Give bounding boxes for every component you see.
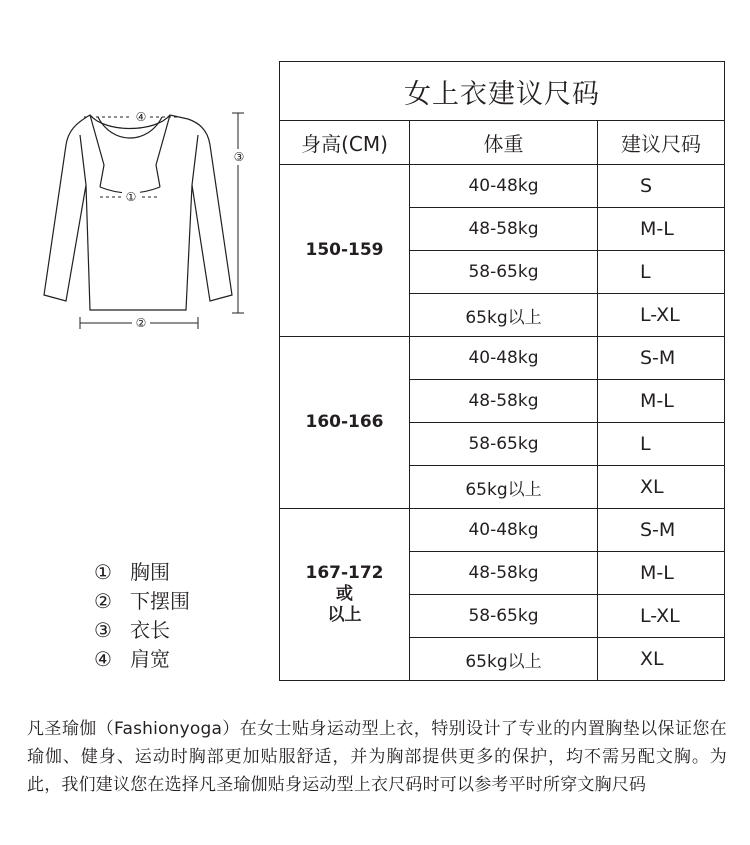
size-cell: XL <box>598 466 725 509</box>
measurement-legend <box>90 558 190 674</box>
legend-number: ③ <box>94 618 112 642</box>
legend-label: 胸围 <box>130 560 170 584</box>
marker-bust: ① <box>125 190 137 204</box>
size-cell: L-XL <box>598 294 725 337</box>
garment-diagram <box>20 105 260 345</box>
table-row <box>280 165 725 208</box>
legend-label: 衣长 <box>130 618 170 642</box>
marker-hem: ② <box>135 316 147 330</box>
weight-cell: 65kg以上 <box>410 466 598 509</box>
header-height: 身高(CM) <box>280 121 410 165</box>
legend-item <box>90 558 190 587</box>
size-cell: S-M <box>598 337 725 380</box>
table-title: 女上衣建议尺码 <box>280 62 725 121</box>
weight-cell: 40-48kg <box>410 337 598 380</box>
size-cell: L <box>598 423 725 466</box>
table-row <box>280 337 725 380</box>
weight-cell: 48-58kg <box>410 208 598 251</box>
weight-cell: 58-65kg <box>410 251 598 294</box>
height-range: 160-166 <box>280 337 410 509</box>
size-cell: XL <box>598 638 725 681</box>
size-cell: L-XL <box>598 595 725 638</box>
height-range: 150-159 <box>280 165 410 337</box>
header-size: 建议尺码 <box>598 121 725 165</box>
weight-cell: 48-58kg <box>410 552 598 595</box>
legend-label: 肩宽 <box>130 647 170 671</box>
legend-number: ① <box>94 560 112 584</box>
size-note: 凡圣瑜伽（Fashionyoga）在女士贴身运动型上衣，特别设计了专业的内置胸垫以保证您在瑜伽、健身、运动时胸部更加贴服舒适，并为胸部提供更多的保护，均不需另配文胸。为此，我们建议您在选择凡圣瑜伽贴身运动型上衣尺码时可以参考平时所穿文胸尺码 <box>27 719 727 795</box>
weight-cell: 40-48kg <box>410 165 598 208</box>
weight-cell: 65kg以上 <box>410 638 598 681</box>
legend-item <box>90 645 190 674</box>
size-cell: S-M <box>598 509 725 552</box>
legend-number: ④ <box>94 647 112 671</box>
legend-item <box>90 587 190 616</box>
legend-item <box>90 616 190 645</box>
weight-cell: 48-58kg <box>410 380 598 423</box>
marker-shoulder: ④ <box>135 110 147 124</box>
size-cell: S <box>598 165 725 208</box>
size-cell: L <box>598 251 725 294</box>
shirt-outline <box>44 115 232 310</box>
marker-length: ③ <box>233 150 245 164</box>
size-cell: M-L <box>598 552 725 595</box>
size-table <box>279 61 725 681</box>
legend-label: 下摆围 <box>130 589 190 613</box>
size-cell: M-L <box>598 208 725 251</box>
weight-cell: 58-65kg <box>410 423 598 466</box>
legend-number: ② <box>94 589 112 613</box>
weight-cell: 40-48kg <box>410 509 598 552</box>
height-range: 167-172 或 以上 <box>280 509 410 681</box>
size-cell: M-L <box>598 380 725 423</box>
weight-cell: 58-65kg <box>410 595 598 638</box>
weight-cell: 65kg以上 <box>410 294 598 337</box>
table-row <box>280 509 725 552</box>
header-weight: 体重 <box>410 121 598 165</box>
